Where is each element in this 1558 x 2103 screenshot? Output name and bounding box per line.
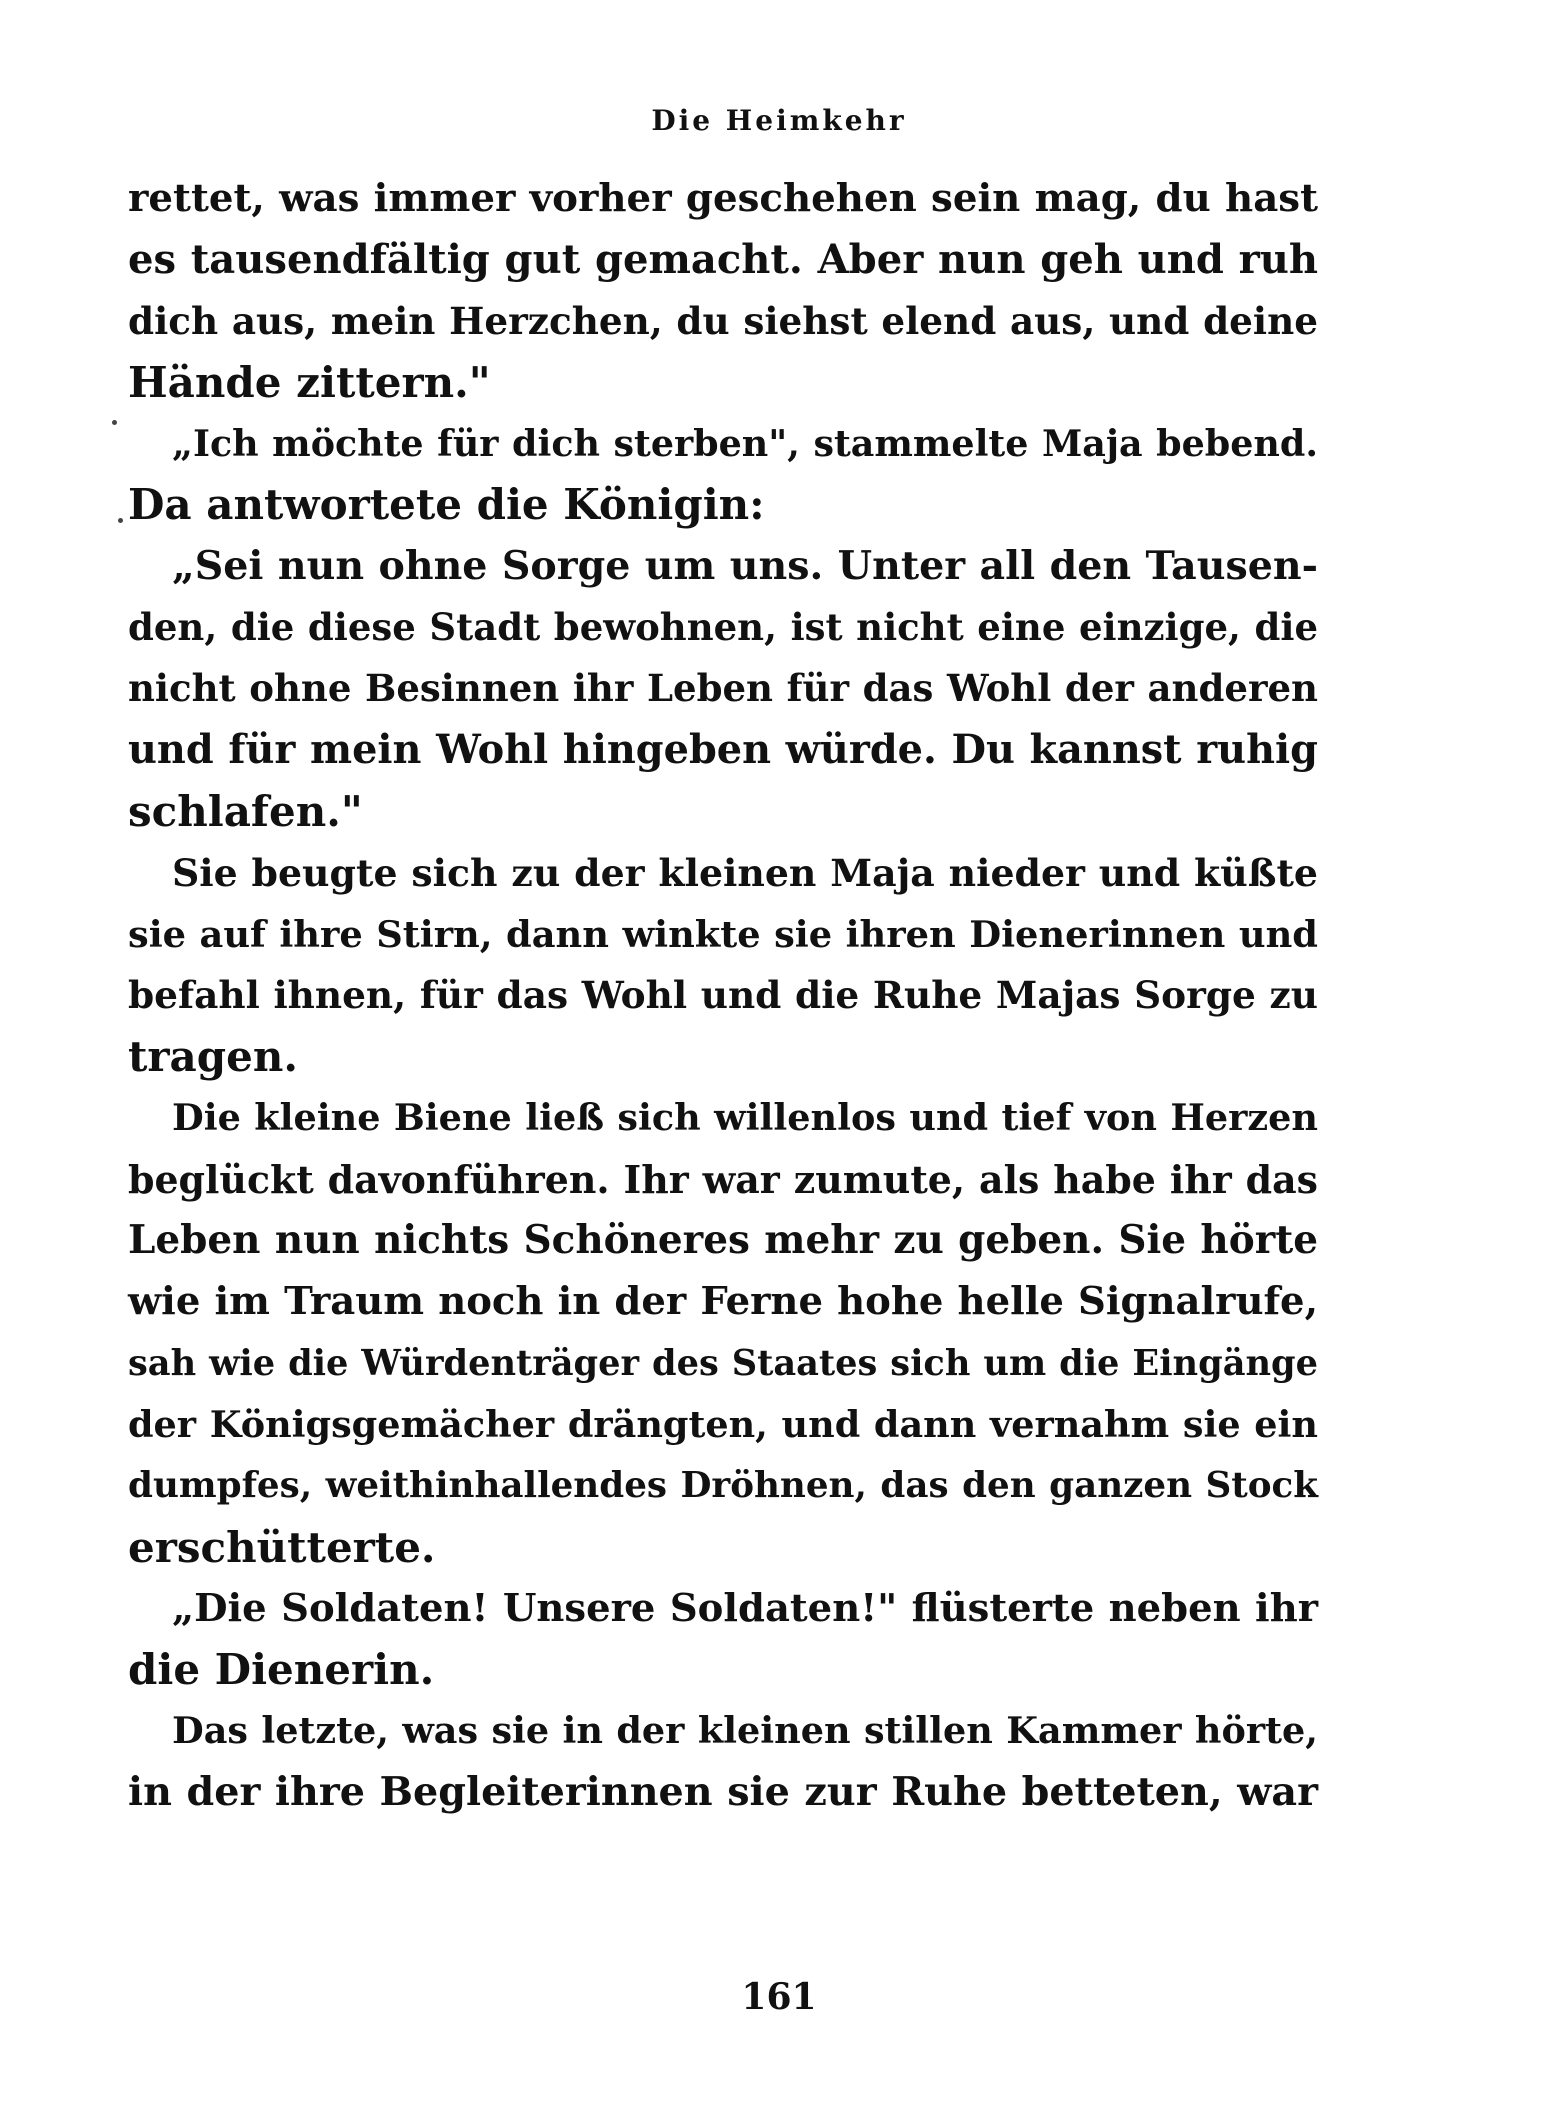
text-line: dich aus, mein Herzchen, du siehst elend aus, und deine [128,298,1318,343]
text-line: „Ich möchte für dich sterben", stammelte Maja bebend. [172,422,1318,466]
print-speck [112,420,117,425]
text-line: Hände zittern." [128,357,491,407]
text-line: Sie beugte sich zu der kleinen Maja nieder und küßte [172,850,1318,896]
text-line: Die kleine Biene ließ sich willenlos und tief von Herzen [172,1096,1318,1140]
text-line: und für mein Wohl hingeben würde. Du kannst ruhig [128,726,1318,773]
text-line: „Sei nun ohne Sorge um uns. Unter all den Tausen- [172,542,1318,589]
text-line: Leben nun nichts Schöneres mehr zu geben. Sie hörte [128,1217,1318,1264]
text-line: die Dienerin. [128,1645,435,1695]
text-line: tragen. [128,1032,298,1082]
text-line: Da antwortete die Königin: [128,480,765,530]
text-line: in der ihre Begleiterinnen sie zur Ruhe betteten, war [128,1768,1318,1815]
text-line: nicht ohne Besinnen ihr Leben für das Wohl der anderen [128,666,1318,711]
text-line: beglückt davonführen. Ihr war zumute, als habe ihr das [128,1156,1318,1202]
page-number: 161 [741,1976,817,2018]
running-title: Die Heimkehr [651,104,907,137]
text-line: der Königsgemächer drängten, und dann vernahm sie ein [128,1402,1318,1446]
text-line: erschütterte. [128,1522,436,1572]
text-line: schlafen." [128,786,363,836]
text-line: sah wie die Würdenträger des Staates sich um die Eingänge [128,1342,1318,1384]
text-line: befahl ihnen, für das Wohl und die Ruhe Majas Sorge zu [128,972,1318,1017]
text-line: wie im Traum noch in der Ferne hohe helle Signalrufe, [128,1279,1318,1325]
text-line: es tausendfältig gut gemacht. Aber nun geh und ruh [128,236,1318,284]
text-line: „Die Soldaten! Unsere Soldaten!" flüsterte neben ihr [172,1585,1318,1631]
body-text [128,168,1318,1823]
text-line: Das letzte, was sie in der kleinen stillen Kammer hörte, [172,1709,1318,1753]
text-line: sie auf ihre Stirn, dann winkte sie ihren Dienerinnen und [128,911,1318,956]
print-speck [118,518,123,523]
text-line: dumpfes, weithinhallendes Dröhnen, das den ganzen Stock [128,1464,1318,1507]
text-line: den, die diese Stadt bewohnen, ist nicht eine einzige, die [128,605,1318,650]
text-line: rettet, was immer vorher geschehen sein mag, du hast [128,176,1318,221]
